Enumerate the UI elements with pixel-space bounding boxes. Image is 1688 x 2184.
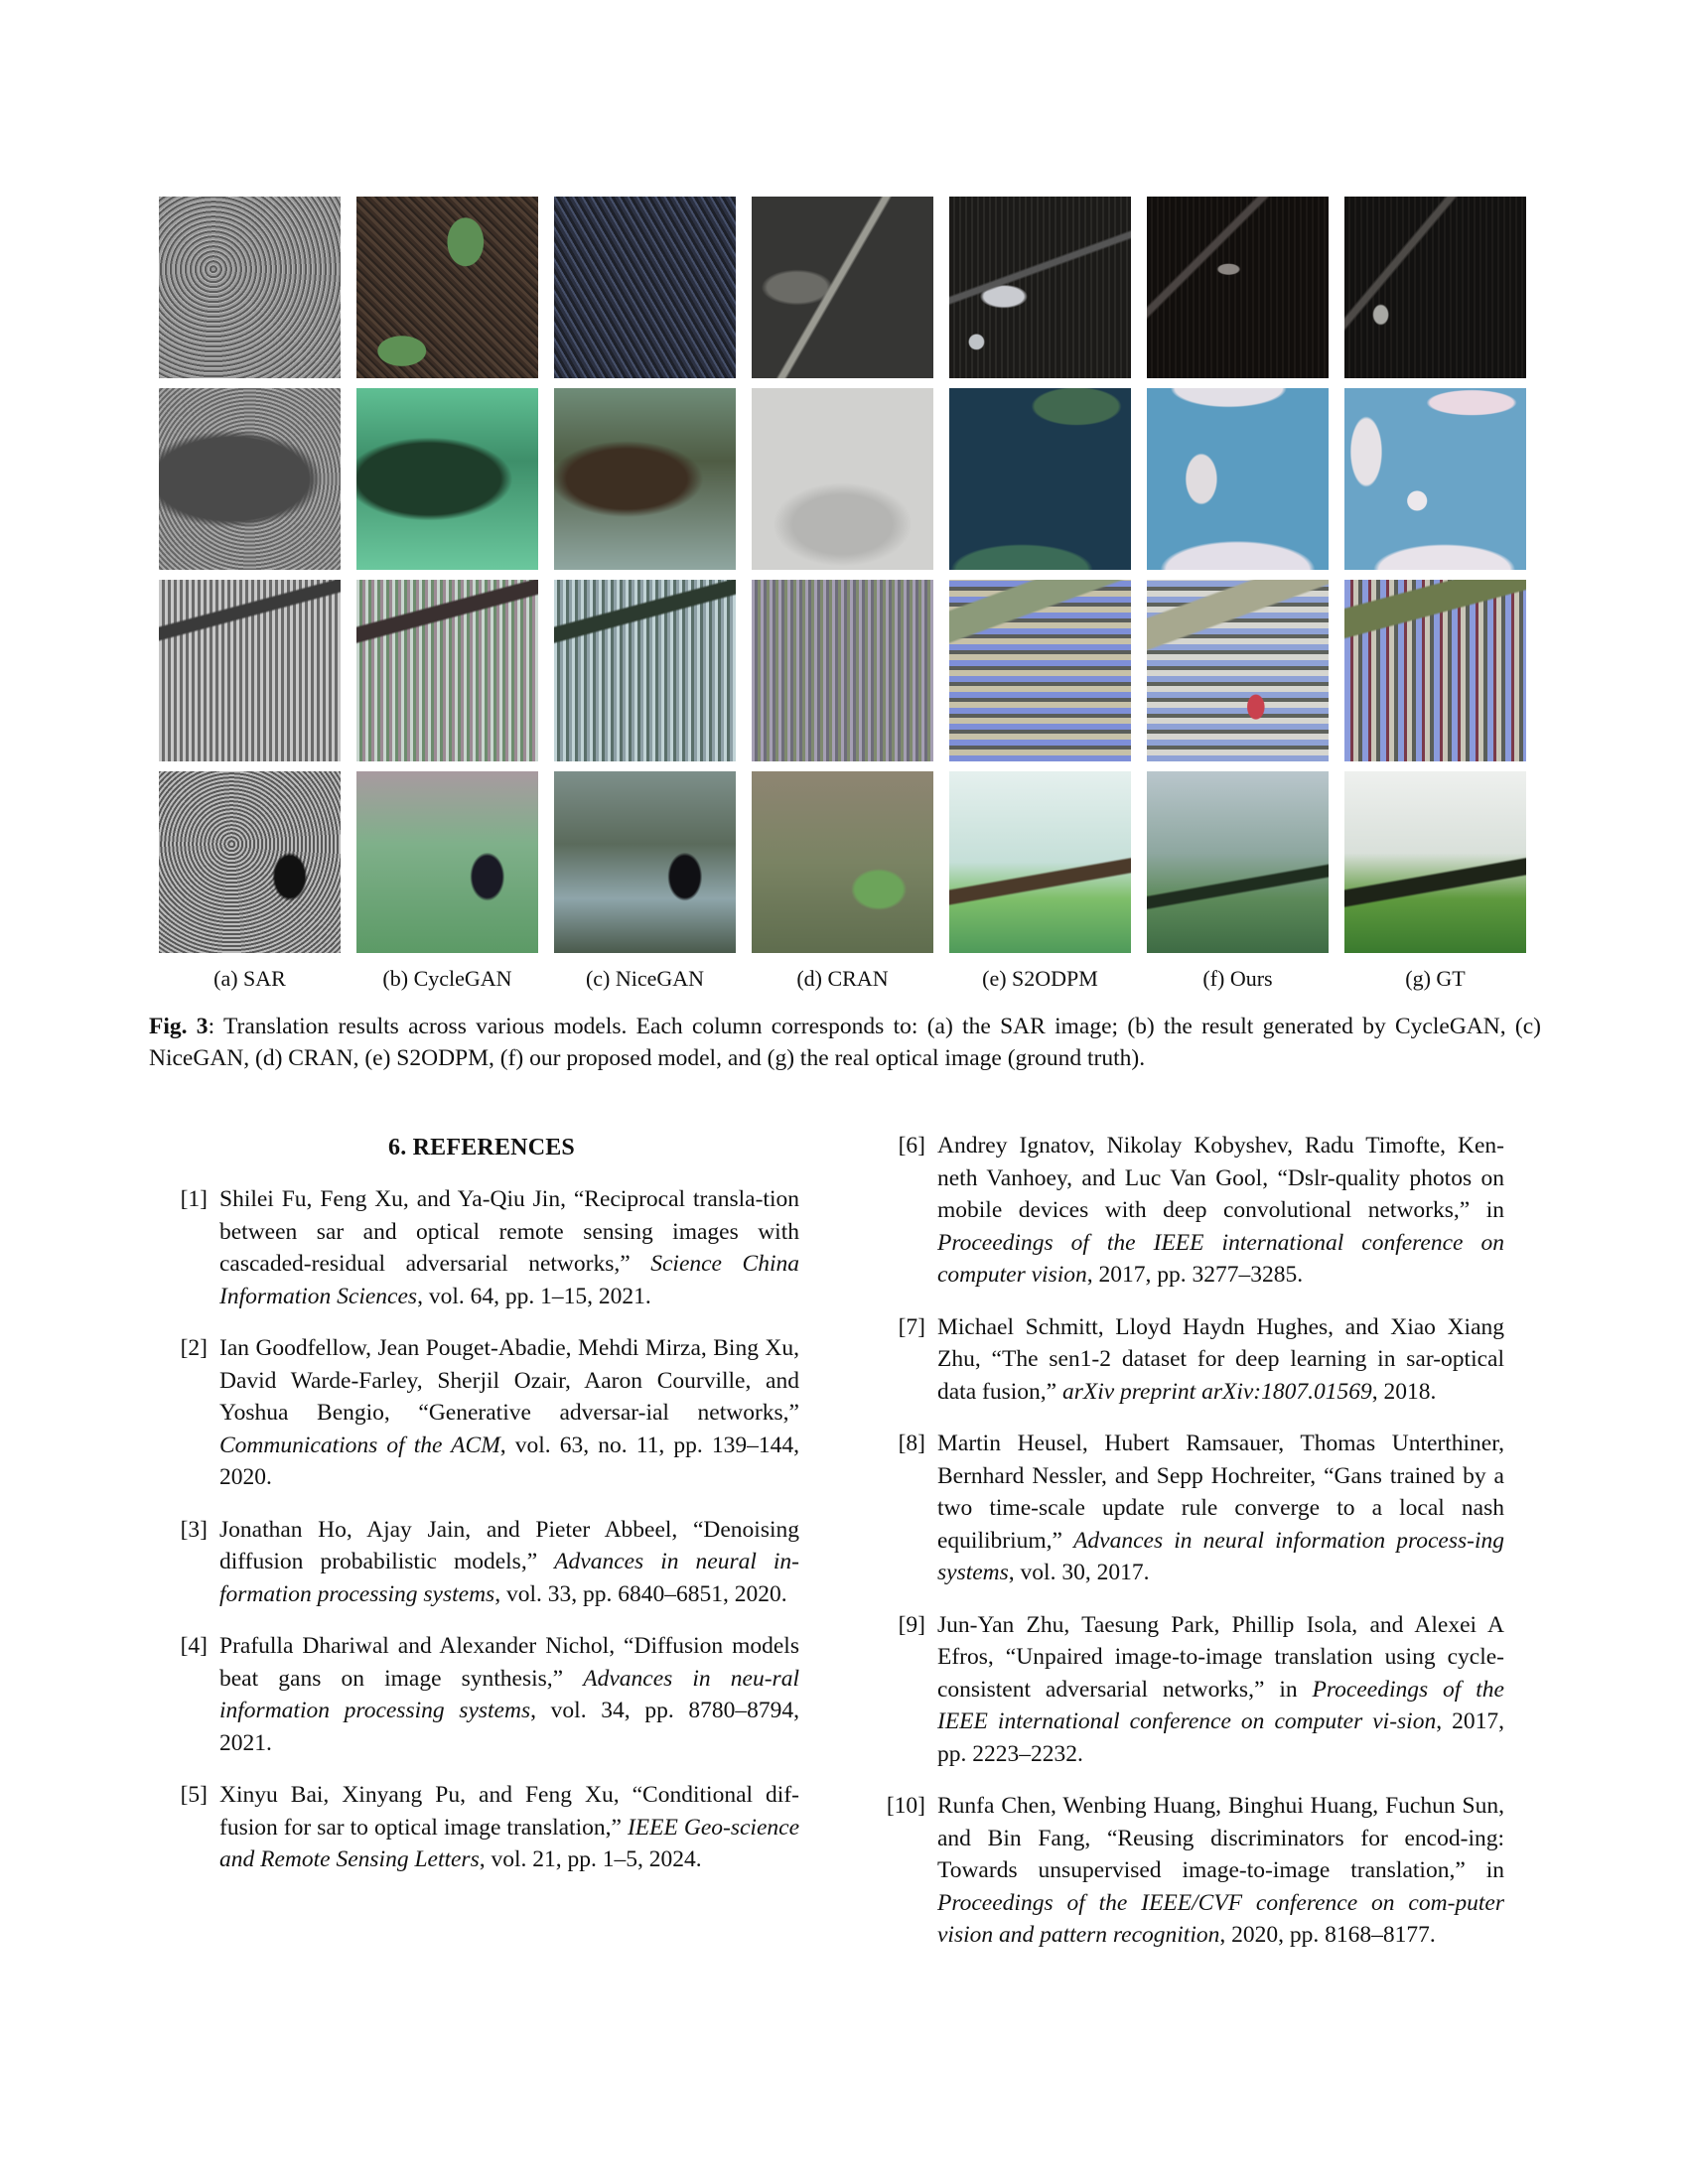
tile-r4-sar [159,771,341,953]
tile-r3-nicegan [554,580,736,761]
nicegan-image [554,580,736,761]
reference-venue: Advances in neural information process-ing systems [937,1527,1504,1585]
reference-number: [7] [898,1313,925,1340]
reference-item [869,1609,1504,1771]
s2odpm-image [949,197,1131,378]
reference-number: [3] [180,1516,208,1543]
nicegan-image [554,771,736,953]
reference-details: , 2017, pp. 2223–2232. [937,1708,1505,1767]
cran-image [752,580,933,761]
tile-r4-s2odpm [949,771,1131,953]
reference-details: , vol. 30, 2017. [1008,1560,1150,1585]
reference-text: Jonathan Ho, Ajay Jain, and Pieter Abbeel, “Denoising diffusion probabilistic models,” [219,1516,799,1574]
s2odpm-image [949,388,1131,570]
reference-item [869,1790,1504,1952]
gt-image [1344,388,1526,570]
reference-number: [10] [886,1793,925,1819]
subcaption-nicegan: (c) NiceGAN [585,966,705,991]
s2odpm-image [949,771,1131,953]
tile-r1-sar [159,197,341,378]
reference-text: Runfa Chen, Wenbing Huang, Binghui Huang, Fuchun Sun, and Bin Fang, “Reusing discriminators for encod-ing: Towards unsupervised image-to-image translation,” in [937,1793,1504,1883]
sar-image [159,388,341,570]
tile-r2-ours [1147,388,1329,570]
reference-item [164,1183,799,1312]
tile-r2-s2odpm [949,388,1131,570]
reference-number: [2] [180,1335,208,1361]
reference-number: [9] [898,1611,925,1638]
subcaption-ours: (f) Ours [1202,966,1273,991]
tile-r4-cyclegan [356,771,538,953]
tile-r3-ours [1147,580,1329,761]
tile-r4-gt [1344,771,1526,953]
reference-number: [8] [898,1431,925,1456]
cran-image [752,197,933,378]
subcaption-s2odpm: (e) S2ODPM [982,966,1098,991]
ours-image [1147,771,1329,953]
cran-image [752,388,933,570]
references-column-right [869,1130,1504,1972]
reference-details: , vol. 21, pp. 1–5, 2024. [479,1846,702,1872]
tile-r2-gt [1344,388,1526,570]
tile-r1-nicegan [554,197,736,378]
tile-r2-sar [159,388,341,570]
s2odpm-image [949,580,1131,761]
reference-venue: Proceedings of the IEEE international conference on computer vi-sion [937,1676,1504,1734]
sar-image [159,197,341,378]
tile-r1-ours [1147,197,1329,378]
reference-venue: Proceedings of the IEEE international conference on computer vision [937,1229,1504,1288]
reference-venue: Science China Information Sciences [219,1251,799,1309]
reference-venue: arXiv preprint arXiv:1807.01569 [1061,1378,1372,1405]
ours-image [1147,197,1329,378]
cyclegan-image [356,388,538,570]
reference-venue: Advances in neu-ral information processing systems [219,1665,799,1723]
subcaption-cran: (d) CRAN [796,966,889,991]
figure-row-2 [159,388,1531,570]
nicegan-image [554,388,736,570]
figure-row-3 [159,580,1531,761]
cyclegan-image [356,197,538,378]
reference-venue: IEEE Geo-science and Remote Sensing Letters [219,1814,800,1872]
reference-details: , vol. 64, pp. 1–15, 2021. [417,1283,651,1309]
reference-item [869,1428,1504,1589]
tile-r4-ours [1147,771,1329,953]
figure-image-grid [159,197,1531,963]
reference-details: , 2018. [1371,1378,1437,1405]
reference-item [164,1332,799,1494]
tile-r2-nicegan [554,388,736,570]
reference-item [164,1630,799,1759]
reference-venue: Proceedings of the IEEE/CVF conference on com-puter vision and pattern recognition [937,1889,1504,1948]
reference-item [869,1130,1504,1292]
tile-r2-cran [752,388,933,570]
subcaption-sar: (a) SAR [213,966,286,991]
reference-number: [1] [180,1186,208,1212]
figure-row-1 [159,197,1531,378]
tile-r4-nicegan [554,771,736,953]
reference-text: Ian Goodfellow, Jean Pouget-Abadie, Mehdi Mirza, Bing Xu, David Warde-Farley, Sherjil Ozair, Aaron Courville, and Yoshua Bengio, “Generative adversar-ial networks,” [219,1335,799,1426]
cran-image [752,771,933,953]
tile-r1-gt [1344,197,1526,378]
tile-r2-cyclegan [356,388,538,570]
tile-r1-s2odpm [949,197,1131,378]
ours-image [1147,388,1329,570]
figure-subcaptions [159,965,1531,993]
reference-number: [4] [180,1633,208,1659]
nicegan-image [554,197,736,378]
reference-details: , vol. 63, no. 11, pp. 139–144, 2020. [219,1432,799,1490]
tile-r4-cran [752,771,933,953]
reference-item [869,1311,1504,1409]
sar-image [159,580,341,761]
reference-text: Jun-Yan Zhu, Taesung Park, Phillip Isola, and Alexei A Efros, “Unpaired image-to-image translation using cycle-consistent adversarial networks,” in [937,1611,1504,1703]
cyclegan-image [356,580,538,761]
tile-r3-s2odpm [949,580,1131,761]
gt-image [1344,771,1526,953]
tile-r1-cran [752,197,933,378]
reference-text: Shilei Fu, Feng Xu, and Ya-Qiu Jin, “Reciprocal transla-tion between sar and optical remote sensing images with cascaded-residual adversarial networks,” [219,1186,799,1277]
reference-text: Xinyu Bai, Xinyang Pu, and Feng Xu, “Conditional dif-fusion for sar to optical image translation,” [219,1782,799,1841]
cyclegan-image [356,771,538,953]
tile-r3-cran [752,580,933,761]
figure-number: Fig. 3 [149,1014,209,1039]
subcaption-gt: (g) GT [1405,966,1466,991]
figure-caption [149,1011,1541,1074]
tile-r3-sar [159,580,341,761]
reference-text: Michael Schmitt, Lloyd Haydn Hughes, and Xiao Xiang Zhu, “The sen1-2 dataset for deep learning in sar-optical data fusion,” [937,1313,1504,1405]
reference-number: [6] [898,1133,925,1159]
reference-text: Martin Heusel, Hubert Ramsauer, Thomas Unterthiner, Bernhard Nessler, and Sepp Hochreiter, “Gans trained by a two time-scale update rule converge to a local nash equilibrium,” [937,1431,1504,1554]
reference-venue: Advances in neural in-formation processing systems [219,1549,799,1607]
reference-item [164,1514,799,1611]
reference-details: , 2020, pp. 8168–8177. [1219,1922,1436,1948]
reference-text: Andrey Ignatov, Nikolay Kobyshev, Radu Timofte, Ken-neth Vanhoey, and Luc Van Gool, “Dslr-quality photos on mobile devices with deep convolutional networks,” in [937,1133,1504,1223]
references-column-left [164,1132,799,1896]
reference-details: , vol. 33, pp. 6840–6851, 2020. [494,1580,787,1607]
gt-image [1344,580,1526,761]
ours-image [1147,580,1329,761]
tile-r3-cyclegan [356,580,538,761]
gt-image [1344,197,1526,378]
tile-r3-gt [1344,580,1526,761]
section-title-references: 6. REFERENCES [388,1135,575,1160]
reference-item [164,1779,799,1876]
reference-details: , 2017, pp. 3277–3285. [1086,1262,1304,1288]
figure-caption-text: : Translation results across various models. Each column corresponds to: (a) the SAR image; (b) the result generated by CycleGAN, (c) NiceGAN, (d) CRAN, (e) S2ODPM, (f) our proposed model, and (g) the real optical image (ground truth). [149,1014,1541,1071]
reference-details: , vol. 34, pp. 8780–8794, 2021. [219,1698,800,1756]
reference-venue: Communications of the ACM [219,1432,500,1458]
tile-r1-cyclegan [356,197,538,378]
reference-number: [5] [180,1782,208,1808]
reference-text: Prafulla Dhariwal and Alexander Nichol, “Diffusion models beat gans on image synthesis,” [219,1633,799,1692]
figure-row-4 [159,771,1531,953]
subcaption-cyclegan: (b) CycleGAN [382,966,512,991]
sar-image [159,771,341,953]
